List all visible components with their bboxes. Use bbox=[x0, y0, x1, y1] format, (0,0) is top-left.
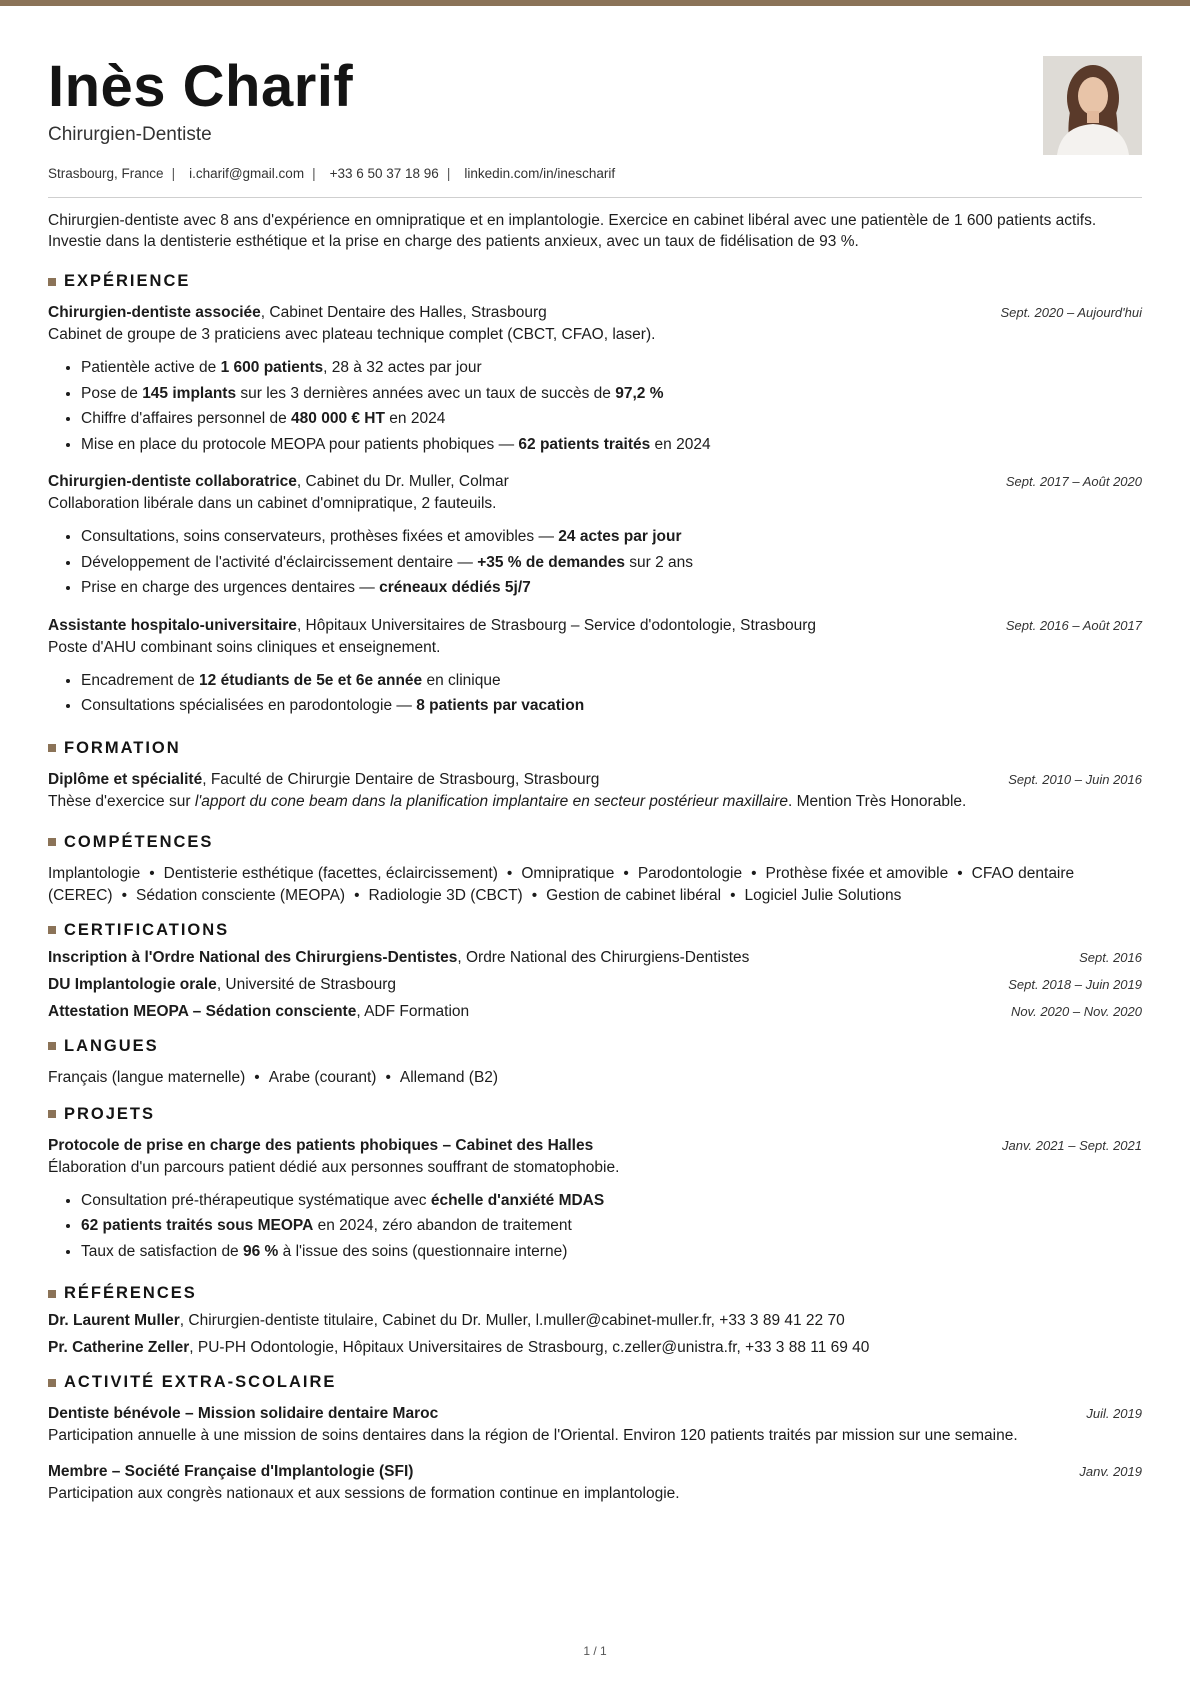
language-item: Allemand (B2) bbox=[399, 1068, 499, 1086]
project-date: Janv. 2021 – Sept. 2021 bbox=[1002, 1137, 1142, 1153]
job-bullet: • Encadrement de 12 étudiants de 5e et 6e année en clinique bbox=[81, 668, 1142, 694]
project-bullet: • Taux de satisfaction de 96 % à l'issue des soins (questionnaire interne) bbox=[81, 1239, 1142, 1265]
job-bullet: • Chiffre d'affaires personnel de 480 000 € HT en 2024 bbox=[81, 406, 1142, 432]
certification-row bbox=[48, 971, 1142, 998]
certification-org: , Université de Strasbourg bbox=[216, 975, 397, 993]
skills-section bbox=[48, 833, 1142, 907]
education-degree: Diplôme et spécialité bbox=[48, 770, 203, 788]
page-number: 1 / 1 bbox=[583, 1644, 607, 1658]
contact-line: Strasbourg, France | i.charif@gmail.com | +33 6 50 37 18 96 | linkedin.com/in/inescharif bbox=[48, 166, 623, 181]
job-bullet: • Consultations spécialisées en parodontologie — 8 patients par vacation bbox=[81, 693, 1142, 719]
skills-list: Implantologie • Dentisterie esthétique (facettes, éclaircissement) • Omnipratique • Parodontologie • Prothèse fixée et amovible • CFAO dentaire (CEREC) • Sédation consciente (MEOPA) • Radiologie 3D (CBCT) • Gestion de cabinet libéral • Logiciel Julie Solutions bbox=[48, 864, 1075, 904]
job-bullet: • Patientèle active de 1 600 patients, 28 à 32 actes par jour bbox=[81, 355, 1142, 381]
certification-name: Inscription à l'Ordre National des Chirurgiens-Dentistes bbox=[48, 948, 458, 966]
languages-list: Français (langue maternelle) • Arabe (courant) • Allemand (B2) bbox=[48, 1068, 499, 1086]
reference-row bbox=[48, 1307, 1142, 1334]
experience-entry bbox=[48, 471, 1142, 601]
certification-date: Sept. 2016 bbox=[1079, 949, 1142, 965]
job-bullet: • Développement de l'activité d'éclaircissement dentaire — +35 % de demandes sur 2 ans bbox=[81, 550, 1142, 576]
job-date: Sept. 2016 – Août 2017 bbox=[1005, 617, 1142, 633]
job-org: , Cabinet Dentaire des Halles, Strasbourg bbox=[260, 304, 547, 321]
language-item: Français (langue maternelle) bbox=[48, 1068, 246, 1086]
certification-org: , Ordre National des Chirurgiens-Dentistes bbox=[457, 948, 750, 966]
job-bullets bbox=[48, 355, 1142, 457]
project-bullet: • 62 patients traités sous MEOPA en 2024, zéro abandon de traitement bbox=[81, 1213, 1142, 1239]
certification-org: , ADF Formation bbox=[356, 1002, 470, 1020]
job-bullet: • Mise en place du protocole MEOPA pour patients phobiques — 62 patients traités en 2024 bbox=[81, 432, 1142, 458]
resume-header bbox=[48, 52, 1142, 197]
experience-section bbox=[48, 272, 1142, 719]
extra-date: Juil. 2019 bbox=[1086, 1406, 1142, 1421]
job-role: Chirurgien-dentiste associée bbox=[48, 304, 261, 321]
skill-item: Parodontologie bbox=[637, 864, 743, 882]
extra-entry bbox=[48, 1403, 1142, 1447]
skill-item: Sédation consciente (MEOPA) bbox=[136, 886, 346, 904]
job-description: Cabinet de groupe de 3 praticiens avec plateau technique complet (CBCT, CFAO, laser). bbox=[48, 326, 656, 343]
education-heading: FORMATION bbox=[48, 739, 1142, 758]
job-description: Poste d'AHU combinant soins cliniques et enseignement. bbox=[48, 638, 441, 656]
job-date: Sept. 2020 – Aujourd'hui bbox=[1000, 305, 1142, 320]
education-thesis: Thèse d'exercice sur l'apport du cone beam dans la planification implantaire en secteur postérieur maxillaire. Mention Très Honorable. bbox=[48, 792, 967, 810]
extra-entry bbox=[48, 1461, 1142, 1505]
skill-item: Omnipratique bbox=[521, 864, 615, 882]
skill-item: CFAO dentaire (CEREC) bbox=[48, 864, 1075, 904]
job-bullets bbox=[48, 668, 1142, 719]
certification-row bbox=[48, 998, 1142, 1025]
skill-item: Dentisterie esthétique (facettes, éclaircissement) bbox=[163, 864, 498, 882]
skill-item: Radiologie 3D (CBCT) bbox=[368, 886, 523, 904]
project-bullets bbox=[48, 1188, 1142, 1265]
candidate-title: Chirurgien-Dentiste bbox=[48, 124, 212, 145]
education-date: Sept. 2010 – Juin 2016 bbox=[1008, 771, 1142, 787]
extra-name: Membre – Société Française d'Implantologie (SFI) bbox=[48, 1463, 414, 1480]
skill-item: Logiciel Julie Solutions bbox=[744, 886, 902, 904]
references-section bbox=[48, 1284, 1142, 1361]
skill-item: Implantologie bbox=[48, 864, 141, 882]
job-bullet: • Prise en charge des urgences dentaires — créneaux dédiés 5j/7 bbox=[81, 575, 1142, 601]
projects-heading: PROJETS bbox=[48, 1105, 1142, 1124]
languages-heading: LANGUES bbox=[48, 1037, 1142, 1056]
experience-entry bbox=[48, 615, 1142, 719]
job-bullets bbox=[48, 524, 1142, 601]
job-bullet: • Consultations, soins conservateurs, prothèses fixées et amovibles — 24 actes par jour bbox=[81, 524, 1142, 550]
contact-linkedin[interactable]: linkedin.com/in/inescharif bbox=[464, 166, 616, 181]
extra-section bbox=[48, 1373, 1142, 1505]
experience-heading: EXPÉRIENCE bbox=[48, 272, 1142, 291]
job-role: Chirurgien-dentiste collaboratrice bbox=[48, 473, 297, 490]
job-description: Collaboration libérale dans un cabinet d'omnipratique, 2 fauteuils. bbox=[48, 495, 497, 512]
extra-heading: ACTIVITÉ EXTRA-SCOLAIRE bbox=[48, 1373, 1142, 1392]
candidate-name: Inès Charif bbox=[48, 54, 354, 119]
certification-row bbox=[48, 944, 1142, 971]
resume-page bbox=[48, 44, 1142, 1525]
reference-row bbox=[48, 1334, 1142, 1361]
projects-section bbox=[48, 1105, 1142, 1265]
certification-date: Nov. 2020 – Nov. 2020 bbox=[1010, 1003, 1142, 1019]
skill-item: Prothèse fixée et amovible bbox=[765, 864, 949, 882]
languages-section bbox=[48, 1037, 1142, 1089]
project-bullet: • Consultation pré-thérapeutique systématique avec échelle d'anxiété MDAS bbox=[81, 1188, 1142, 1214]
extra-name: Dentiste bénévole – Mission solidaire dentaire Maroc bbox=[48, 1405, 439, 1422]
certification-date: Sept. 2018 – Juin 2019 bbox=[1008, 976, 1142, 992]
top-accent-bar bbox=[0, 0, 1190, 6]
experience-entry bbox=[48, 302, 1142, 457]
reference-name: Pr. Catherine Zeller bbox=[48, 1339, 190, 1356]
project-description: Élaboration d'un parcours patient dédié aux personnes souffrant de stomatophobie. bbox=[48, 1158, 620, 1176]
reference-detail: , PU-PH Odontologie, Hôpitaux Universitaires de Strasbourg, c.zeller@unistra.fr, +33 3 88 11 69 40 bbox=[189, 1339, 870, 1356]
language-item: Arabe (courant) bbox=[268, 1068, 377, 1086]
job-role: Assistante hospitalo-universitaire bbox=[48, 616, 297, 634]
profile-summary: Chirurgien-dentiste avec 8 ans d'expérience en omnipratique et en implantologie. Exercice en cabinet libéral avec une patientèle de 1 600 patients actifs. Investie dans la dentisterie esthétique et la prise en charge des patients anxieux, avec un taux de fidélisation de 93 %. bbox=[48, 212, 1097, 250]
job-org: , Hôpitaux Universitaires de Strasbourg – Service d'odontologie, Strasbourg bbox=[296, 616, 816, 634]
project-name: Protocole de prise en charge des patients phobiques – Cabinet des Halles bbox=[48, 1136, 594, 1154]
extra-description: Participation aux congrès nationaux et aux sessions de formation continue en implantologie. bbox=[48, 1485, 680, 1502]
certifications-section bbox=[48, 921, 1142, 1025]
references-heading: RÉFÉRENCES bbox=[48, 1284, 1142, 1303]
profile-photo bbox=[1043, 56, 1142, 155]
extra-date: Janv. 2019 bbox=[1079, 1464, 1142, 1479]
contact-email[interactable]: i.charif@gmail.com bbox=[189, 166, 305, 181]
contact-phone[interactable]: +33 6 50 37 18 96 bbox=[329, 166, 439, 181]
extra-description: Participation annuelle à une mission de soins dentaires dans la région de l'Oriental. Environ 120 patients traités par mission sur une semaine. bbox=[48, 1427, 1018, 1444]
certification-name: DU Implantologie orale bbox=[48, 975, 217, 993]
education-section bbox=[48, 739, 1142, 813]
contact-location: Strasbourg, France bbox=[48, 166, 164, 181]
skills-heading: COMPÉTENCES bbox=[48, 833, 1142, 852]
certification-name: Attestation MEOPA – Sédation consciente bbox=[48, 1002, 357, 1020]
profile-photo-image bbox=[1043, 56, 1142, 155]
job-org: , Cabinet du Dr. Muller, Colmar bbox=[296, 473, 509, 490]
reference-detail: , Chirurgien-dentiste titulaire, Cabinet du Dr. Muller, l.muller@cabinet-muller.fr, +33 3 89 41 22 70 bbox=[179, 1312, 845, 1329]
certifications-heading: CERTIFICATIONS bbox=[48, 921, 1142, 940]
reference-name: Dr. Laurent Muller bbox=[48, 1312, 180, 1329]
header-divider bbox=[48, 197, 1142, 198]
education-school: , Faculté de Chirurgie Dentaire de Strasbourg, Strasbourg bbox=[202, 770, 600, 788]
job-date: Sept. 2017 – Août 2020 bbox=[1005, 474, 1142, 489]
skill-item: Gestion de cabinet libéral bbox=[546, 886, 722, 904]
job-bullet: • Pose de 145 implants sur les 3 dernières années avec un taux de succès de 97,2 % bbox=[81, 381, 1142, 407]
